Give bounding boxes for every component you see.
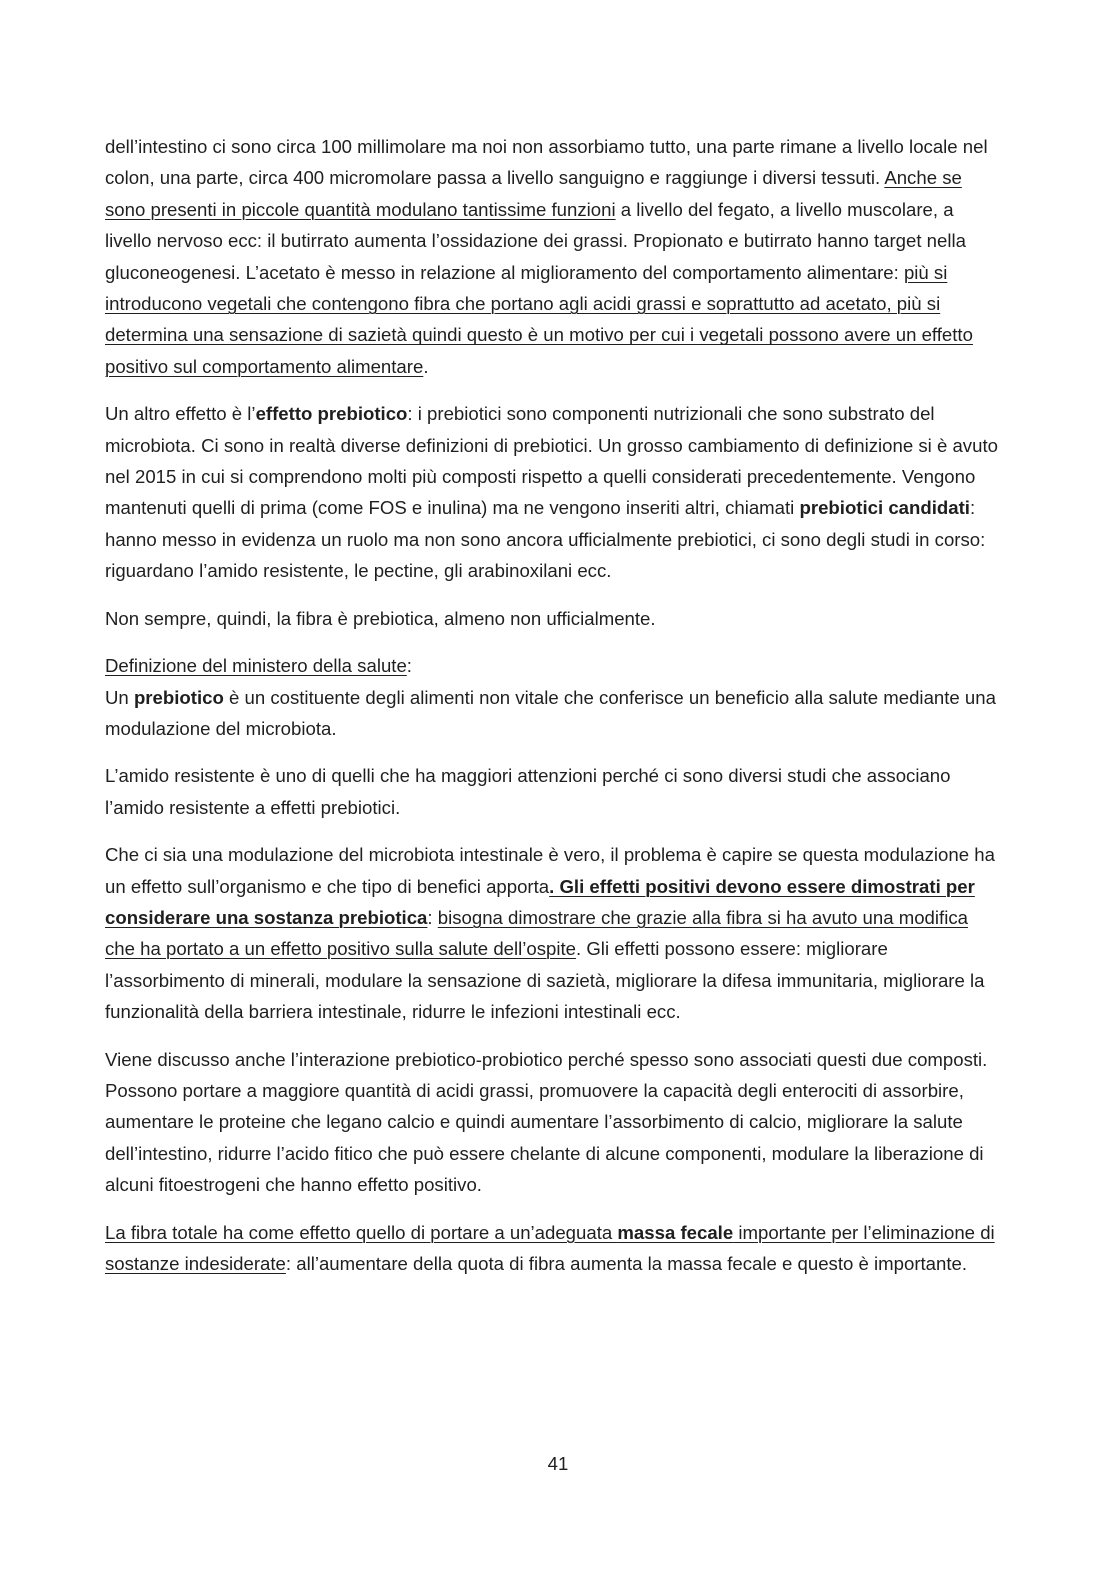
paragraph-butyrate-acetate	[105, 131, 999, 382]
bold-underlined-text: massa fecale	[617, 1221, 734, 1243]
text-run: Non sempre, quindi, la fibra è prebiotica, almeno non ufficialmente.	[105, 607, 656, 629]
paragraph-resistant-starch	[105, 760, 999, 823]
text-run: a livello del fegato, a livello muscolare, a livello nervoso ecc: il butirrato aumenta l’ossidazione dei grassi. Propionato e butirrato hanno target nella gluconeogenesi. L’acetato è messo in relazione al miglioramento del comportamento alimentare:	[105, 198, 966, 283]
bold-term: prebiotico	[133, 686, 224, 708]
text-run: : hanno messo in evidenza un ruolo ma non sono ancora ufficialmente prebiotici, ci sono degli studi in corso: riguardano l’amido resistente, le pectine, gli arabinoxilani ecc.	[105, 497, 986, 582]
paragraph-prebiotic-probiotic	[105, 1044, 999, 1201]
text-run: :	[406, 655, 412, 677]
text-run: Che ci sia una modulazione del microbiota intestinale è vero, il problema è capire se questa modulazione ha un effetto sull’organismo e che tipo di benefici apporta	[105, 844, 995, 897]
text-run: dell’intestino ci sono circa 100 millimolare ma noi non assorbiamo tutto, una parte rimane a livello locale nel colon, una parte, circa 400 micromolare passa a livello sanguigno e raggiunge i diversi tessuti.	[105, 136, 988, 189]
bold-underlined-text: . Gli effetti positivi devono essere dimostrati per considerare una sostanza prebiotica	[105, 875, 975, 928]
paragraph-not-always-prebiotic	[105, 603, 999, 634]
text-run: : all’aumentare della quota di fibra aumenta la massa fecale e questo è importante.	[285, 1253, 968, 1274]
underlined-text: bisogna dimostrare che grazie alla fibra si ha avuto una modifica che ha portato a un effetto positivo sulla salute dell’ospite	[105, 906, 968, 960]
text-run: è un costituente degli alimenti non vitale che conferisce un beneficio alla salute mediante una modulazione del microbiota.	[105, 686, 996, 739]
text-run: Un altro effetto è l’	[105, 403, 256, 425]
text-run: Un	[105, 686, 134, 708]
bold-term: prebiotici candidati	[799, 497, 970, 519]
paragraph-prebiotic-effect	[105, 398, 999, 586]
text-run: Viene discusso anche l’interazione prebiotico-probiotico perché spesso sono associati questi due composti. Possono portare a maggiore quantità di acidi grassi, promuovere la capacità degli enterociti di assorbire, aumentare le proteine che legano calcio e quindi aumentare l’assorbimento di calcio, migliorare la salute dell’intestino, ridurre l’acido fitico che può essere chelante di alcune componenti, modulare la liberazione di alcuni fitoestrogeni che hanno effetto positivo.	[105, 1048, 988, 1196]
bold-term: effetto prebiotico	[255, 403, 408, 425]
definition-heading: Definizione del ministero della salute	[105, 655, 407, 677]
underlined-text: La fibra totale ha come effetto quello di portare a un’adeguata	[105, 1221, 618, 1243]
text-run: . Gli effetti possono essere: migliorare l’assorbimento di minerali, modulare la sensazione di sazietà, migliorare la difesa immunitaria, migliorare la funzionalità della barriera intestinale, ridurre le infezioni intestinali ecc.	[105, 938, 985, 1023]
text-run: : i prebiotici sono componenti nutrizionali che sono substrato del microbiota. Ci sono in realtà diverse definizioni di prebiotici. Un grosso cambiamento di definizione si è avuto nel 2015 in cui si comprendono molti più composti rispetto a quelli considerati precedentemente. Vengono mantenuti quelli di prima (come FOS e inulina) ma ne vengono inseriti altri, chiamati	[105, 403, 998, 519]
page-body	[105, 131, 999, 1295]
underlined-text: importante per l’eliminazione di sostanze indesiderate	[105, 1221, 995, 1274]
underlined-text: Anche se sono presenti in piccole quantità modulano tantissime funzioni	[105, 167, 962, 220]
text-run: .	[423, 355, 429, 377]
underlined-text: più si introducono vegetali che contengono fibra che portano agli acidi grassi e soprattutto ad acetato, più si determina una sensazione di sazietà quindi questo è un motivo per cui i vegetali possono avere un effetto positivo sul comportamento alimentare	[105, 261, 973, 377]
paragraph-fecal-mass	[105, 1217, 999, 1280]
paragraph-ministry-definition	[105, 650, 999, 744]
page-number: 41	[547, 1453, 569, 1474]
text-run: L’amido resistente è uno di quelli che ha maggiori attenzioni perché ci sono diversi studi che associano l’amido resistente a effetti prebiotici.	[105, 765, 951, 818]
text-run: :	[427, 906, 438, 928]
paragraph-modulation-effects	[105, 839, 999, 1027]
